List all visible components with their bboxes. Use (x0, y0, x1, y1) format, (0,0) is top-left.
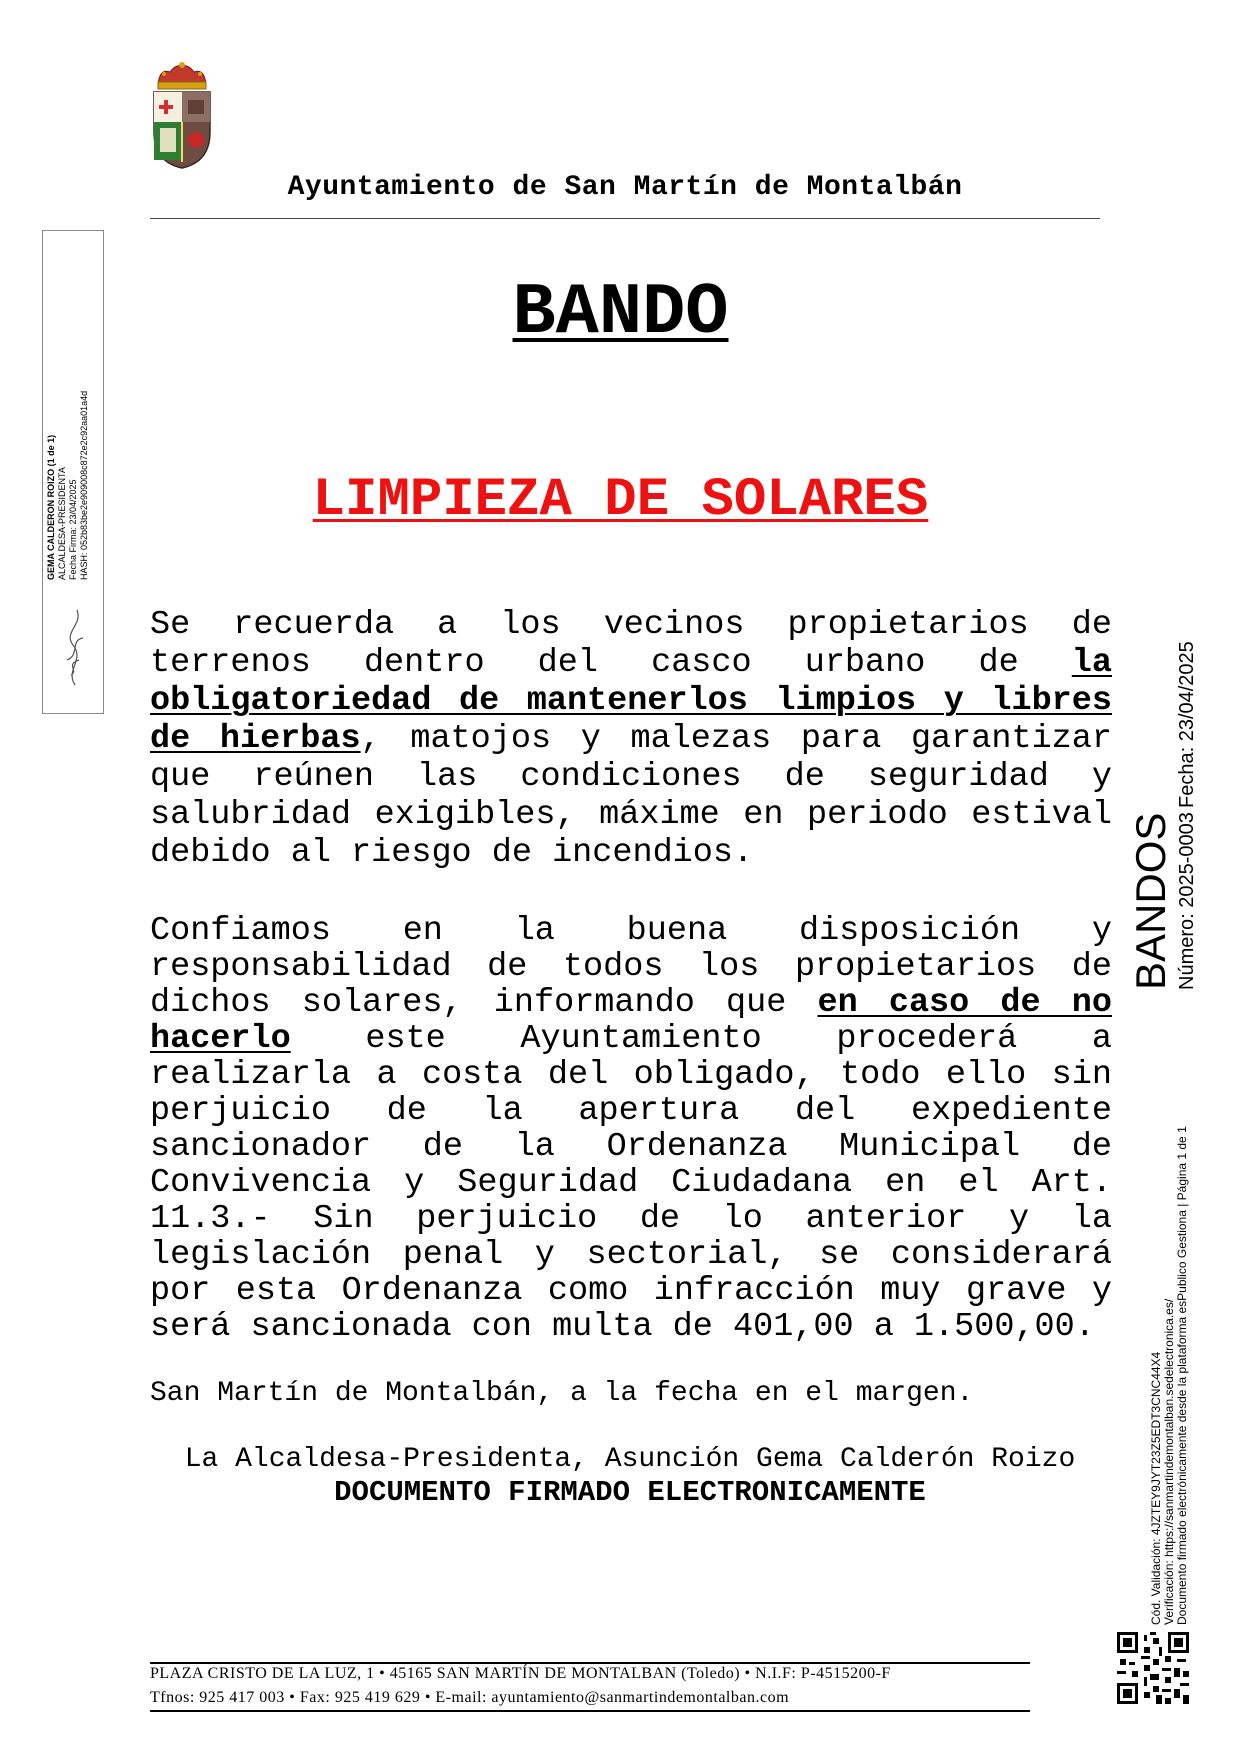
verification-block (1150, 1126, 1189, 1625)
signer-line: La Alcaldesa-Presidenta, Asunción Gema Calderón Roizo (184, 1444, 1076, 1475)
registry-date: Fecha: 23/04/2025 (1176, 641, 1198, 808)
platform-note: Documento firmado electrónicamente desde la plataforma esPublico Gestiona | Página 1 de 1 (1175, 1126, 1189, 1625)
paragraph-text: este Ayuntamiento procederá a realizarla a costa del obligado, todo ello sin perjuicio de la apertura del expediente sancionador de la Ordenanza Municipal de Convivencia y Seguridad Ciudadana en el Art. 11.3.- Sin perjuicio de lo anterior y la legislación penal y sectorial, se considerará por esta Ordenanza como infracción muy grave y será sancionada con multa de 401,00 a 1.500,00. (150, 1020, 1112, 1346)
signer-name: GEMA CALDERON ROIZO (1 de 1) (46, 434, 56, 580)
place-date: San Martín de Montalbán, a la fecha en el margen. (150, 1378, 974, 1409)
signer-role: ALCALDESA-PRESIDENTA (57, 467, 67, 580)
paragraph-text: Confiamos en la buena disposición y responsabilidad de todos los propietarios de dichos solares, informando que (150, 912, 1112, 1022)
body-paragraph-1 (150, 606, 1112, 872)
footer-contact: Tfnos: 925 417 003 • Fax: 925 419 629 • E-mail: ayuntamiento@sanmartindemontalban.com (150, 1689, 790, 1706)
verification-url: Verificación: https://sanmartindemontalban.sedelectronica.es/ (1162, 1298, 1176, 1625)
header-divider (150, 218, 1100, 219)
signed-note: DOCUMENTO FIRMADO ELECTRONICAMENTE (334, 1476, 926, 1509)
validation-code: Cód. Validación: 4JZTEY9JYT23Z5EDT3CNC44X4 (1149, 1351, 1163, 1625)
paragraph-text: , matojos y malezas para garantizar que reúnen las condiciones de seguridad y salubridad exigibles, máxime en periodo estival debido al riesgo de incendios. (150, 720, 1112, 872)
footer-rule-bottom (150, 1710, 1030, 1712)
signature-date: Fecha Firma: 23/04/2025 (68, 479, 78, 580)
document-title: BANDO (512, 272, 729, 354)
paragraph-text: Se recuerda a los vecinos propietarios de terrenos dentro del casco urbano de (150, 606, 1112, 682)
coat-of-arms-logo (150, 62, 214, 170)
page-footer (150, 1662, 1030, 1710)
signature-details (44, 370, 154, 580)
document-subtitle: LIMPIEZA DE SOLARES (312, 470, 929, 531)
qr-code-icon (1117, 1632, 1189, 1704)
signature-hash: HASH: 052b83be2e909008c872e2c92aa01a4d (79, 390, 89, 580)
paragraph-emphasis: en caso de no hacerlo (150, 984, 1113, 1058)
footer-address: PLAZA CRISTO DE LA LUZ, 1 • 45165 SAN MARTÍN DE MONTALBAN (Toledo) • N.I.F: P-4515200-F (150, 1665, 891, 1682)
registry-section: BANDOS (1127, 812, 1174, 990)
paragraph-emphasis: la obligatoriedad de mantenerlos limpios y libres de hierbas (150, 644, 1112, 758)
handwritten-signature (55, 600, 95, 690)
registry-number: Número: 2025-0003 (1176, 812, 1198, 990)
organization-name: Ayuntamiento de San Martín de Montalbán (287, 172, 963, 203)
footer-rule-top (150, 1662, 1030, 1664)
body-paragraph-2 (150, 913, 1112, 1345)
